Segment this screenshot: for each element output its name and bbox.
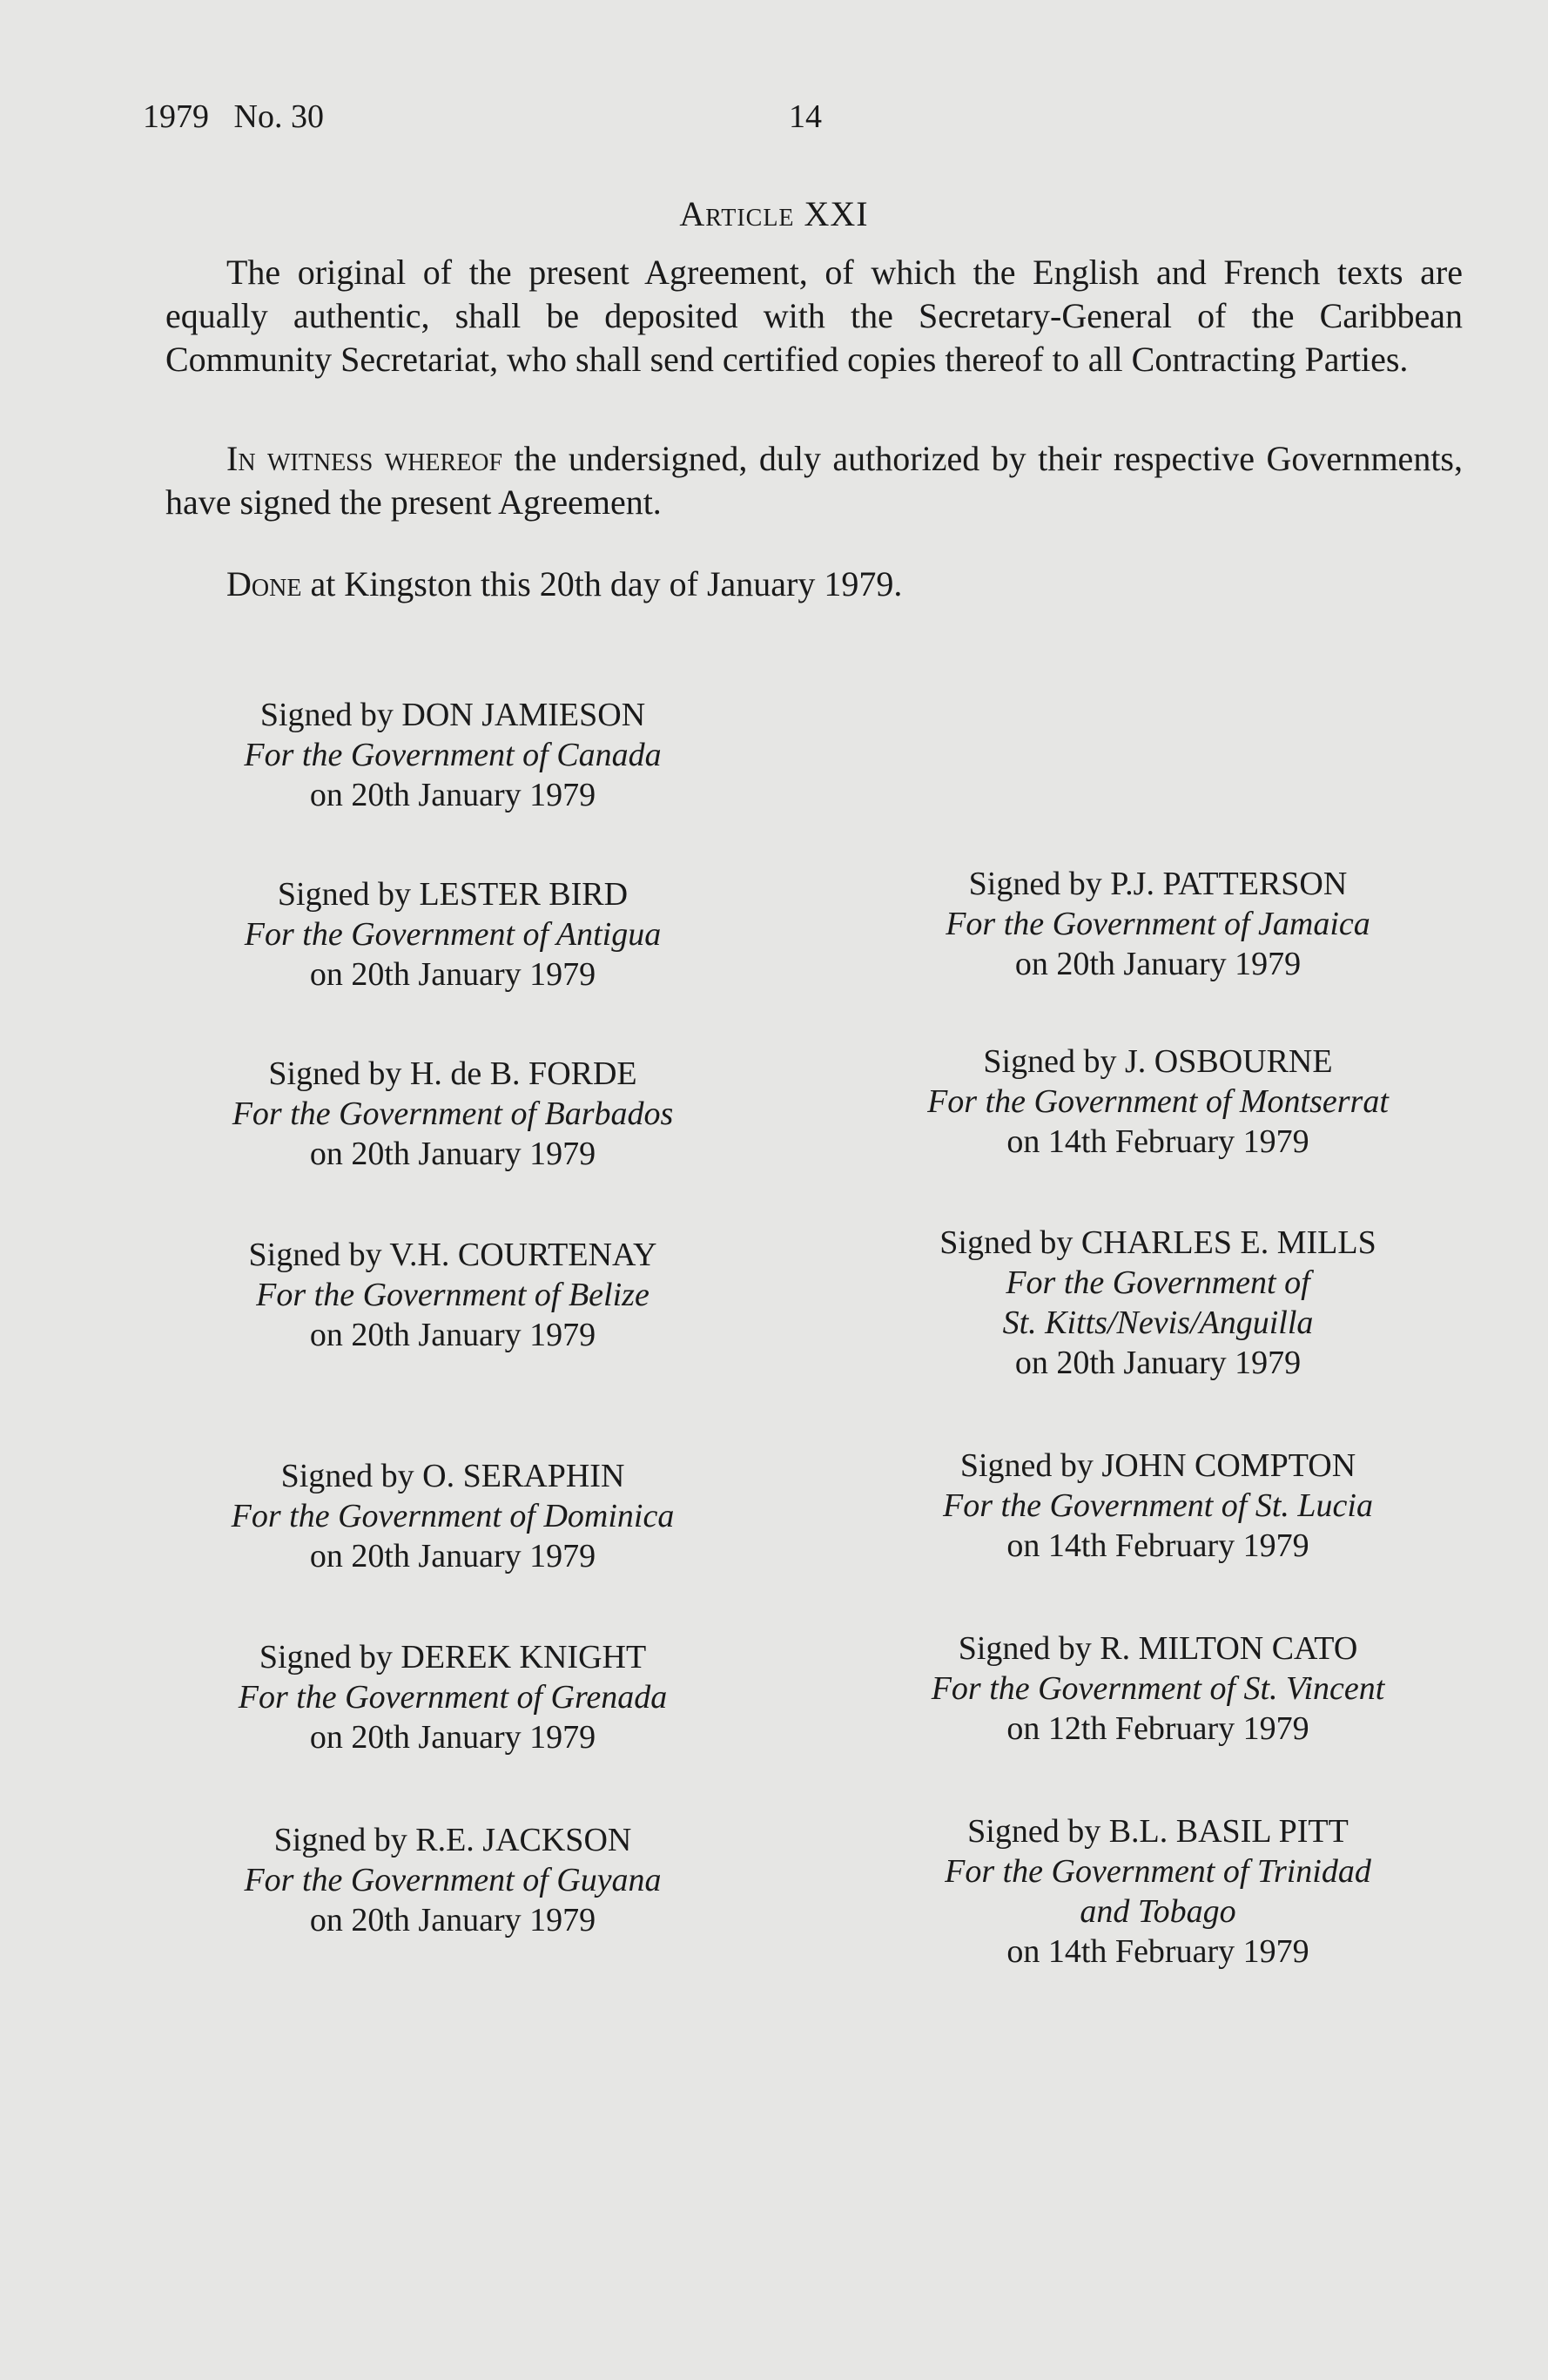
- signature-antigua: [174, 874, 731, 994]
- signature-date: on 20th January 1979: [1014, 946, 1302, 982]
- header-citation: 1979 No. 30: [143, 98, 324, 135]
- signatory-name: Signed by J. OSBOURNE: [983, 1043, 1333, 1080]
- government-name-cont: and Tobago: [1080, 1893, 1236, 1930]
- government-name: For the Government of: [1006, 1264, 1310, 1301]
- signature-date: on 20th January 1979: [309, 777, 596, 813]
- government-name: For the Government of Belize: [256, 1277, 649, 1313]
- signatory-name: Signed by DEREK KNIGHT: [259, 1639, 647, 1675]
- signatory-name: Signed by V.H. COURTENAY: [248, 1237, 657, 1273]
- government-name: For the Government of Antigua: [244, 916, 662, 953]
- signatory-name: Signed by CHARLES E. MILLS: [939, 1224, 1376, 1261]
- signature-date: on 20th January 1979: [1014, 1345, 1302, 1381]
- signature-date: on 14th February 1979: [1006, 1123, 1309, 1160]
- paragraph-deposit: The original of the present Agreement, of which the English and French texts are equally authentic, shall be deposited with the Secretary-General of the Caribbean Community Secretariat, who shall send certified copies thereof to all Contracting Parties.: [165, 253, 1463, 379]
- government-name: For the Government of Barbados: [232, 1096, 674, 1132]
- witness-lead: In witness whereof: [226, 439, 503, 478]
- signature-belize: [174, 1235, 731, 1355]
- signature-date: on 20th January 1979: [309, 1136, 596, 1172]
- paragraph-witness: [165, 437, 1463, 524]
- signature-barbados: [174, 1054, 731, 1174]
- government-name: For the Government of Canada: [244, 737, 662, 773]
- signatory-name: Signed by B.L. BASIL PITT: [967, 1813, 1349, 1850]
- government-name: For the Government of Grenada: [238, 1679, 668, 1716]
- signature-canada: [174, 695, 731, 815]
- government-name: For the Government of Montserrat: [927, 1083, 1389, 1120]
- signature-date: on 14th February 1979: [1006, 1933, 1309, 1970]
- signature-dominica: [174, 1456, 731, 1576]
- signature-jamaica: [879, 864, 1437, 984]
- signatory-name: Signed by JOHN COMPTON: [959, 1447, 1356, 1484]
- signature-date: on 20th January 1979: [309, 1902, 596, 1938]
- signatory-name: Signed by O. SERAPHIN: [280, 1458, 625, 1494]
- signature-st-vincent: [879, 1628, 1437, 1749]
- page-number: 14: [789, 98, 822, 135]
- signature-montserrat: [879, 1042, 1437, 1162]
- done-rest: at Kingston this 20th day of January 1979.: [301, 564, 903, 603]
- government-name-cont: St. Kitts/Nevis/Anguilla: [1002, 1305, 1314, 1341]
- signatory-name: Signed by R. MILTON CATO: [958, 1630, 1358, 1667]
- signatory-name: Signed by H. de B. FORDE: [268, 1055, 637, 1092]
- government-name: For the Government of Jamaica: [946, 906, 1370, 942]
- government-name: For the Government of St. Lucia: [943, 1487, 1373, 1524]
- signature-date: on 20th January 1979: [309, 1538, 596, 1574]
- article-title: Article XXI: [679, 194, 869, 233]
- signature-st-lucia: [879, 1446, 1437, 1566]
- government-name: For the Government of St. Vincent: [931, 1670, 1385, 1707]
- government-name: For the Government of Dominica: [231, 1498, 675, 1534]
- signature-date: on 12th February 1979: [1006, 1710, 1309, 1747]
- done-lead: Done: [226, 564, 302, 603]
- signature-trinidad: [879, 1811, 1437, 1972]
- signature-date: on 14th February 1979: [1006, 1527, 1309, 1564]
- signature-st-kitts: [879, 1223, 1437, 1383]
- signature-date: on 20th January 1979: [309, 1719, 596, 1756]
- signature-guyana: [174, 1820, 731, 1940]
- paragraph-done: [226, 563, 1524, 606]
- signature-date: on 20th January 1979: [309, 1317, 596, 1353]
- signatory-name: Signed by P.J. PATTERSON: [968, 866, 1348, 902]
- witness-rest: the undersigned, duly authorized by their respective Governments, have signed the present Agreement.: [165, 439, 1463, 522]
- government-name: For the Government of Guyana: [244, 1862, 662, 1898]
- signatory-name: Signed by LESTER BIRD: [277, 876, 629, 913]
- government-name: For the Government of Trinidad: [945, 1853, 1371, 1890]
- signature-grenada: [174, 1637, 731, 1757]
- signatory-name: Signed by R.E. JACKSON: [273, 1822, 632, 1858]
- signature-date: on 20th January 1979: [309, 956, 596, 993]
- signatory-name: Signed by DON JAMIESON: [259, 697, 646, 733]
